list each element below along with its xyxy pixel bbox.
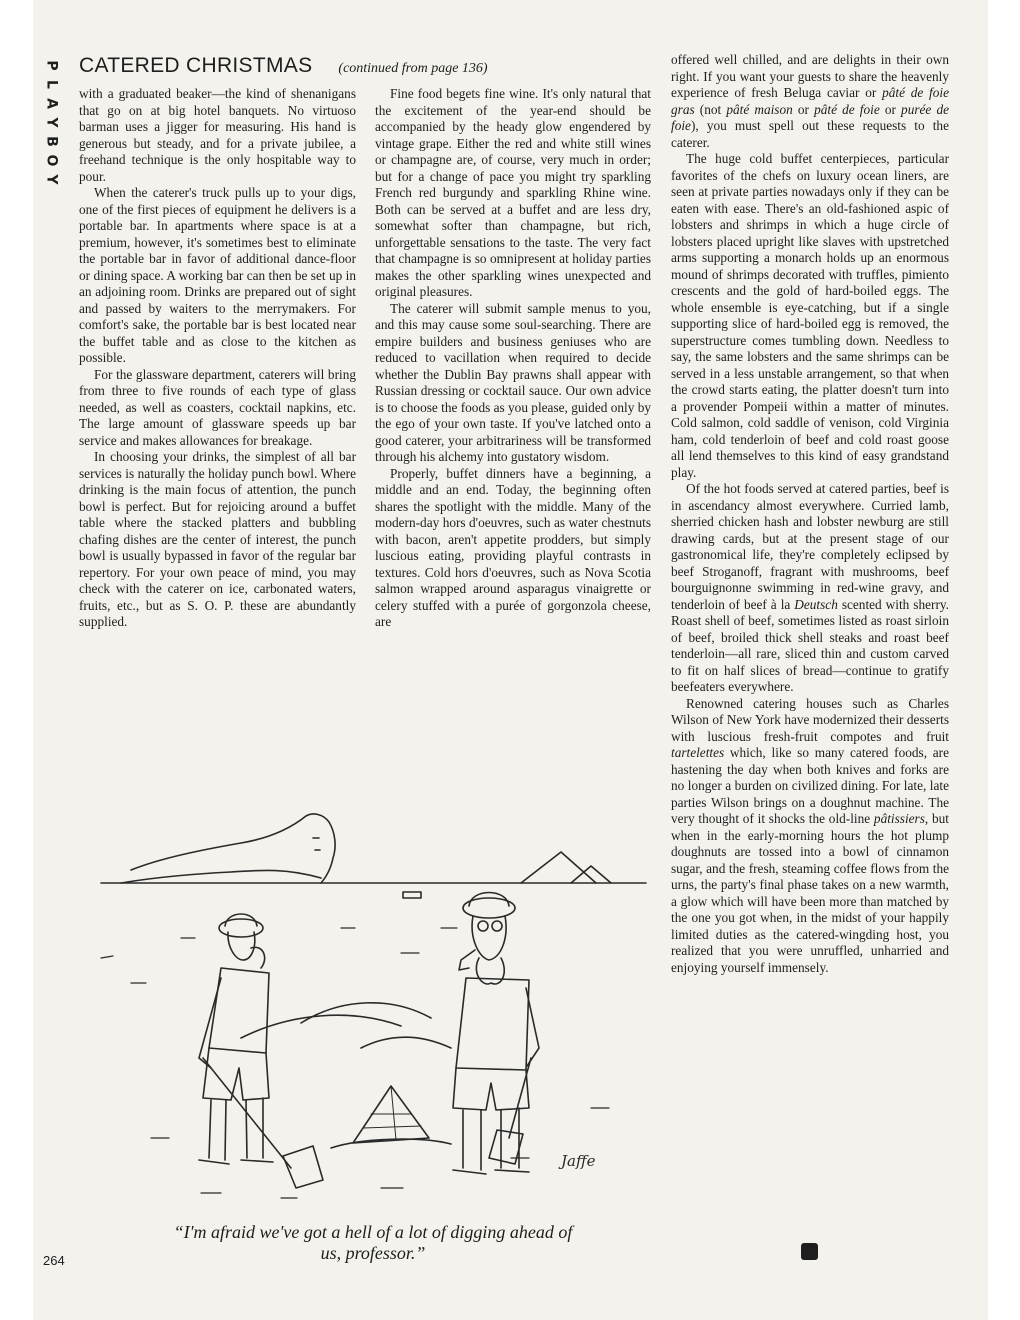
mag-letter: Y xyxy=(43,117,60,128)
magazine-name-vertical xyxy=(41,56,61,189)
paragraph: The huge cold buffet centerpieces, particular favorites of the chefs on luxury ocean liners, are seen at private parties nowadays only if they can be eaten with ease. There's an old-fashioned aspic of lobsters and shrimps in which a huge circle of lobsters placed upright like slaves with upstretched arms supporting a monarch holds up an enormous mound of shrimps decorated with truffles, pimiento crescents and the gold of hard-boiled eggs. The whole ensemble is eye-catching, but if a single supporting slice of hard-boiled egg is removed, the superstructure comes tumbling down. Needless to say, the same lobsters and the same shrimps can be served in a less unstable arrangement, so that when the crowd starts eating, the platter doesn't turn into a provender Pompeii within a matter of minutes. Cold salmon, cold saddle of venison, cold Virginia ham, cold tenderloin of beef and cold roast goose all lend themselves to this kind of easy grandstand play. xyxy=(671,151,949,480)
text-run: scented with sherry. Roast shell of beef, sometimes listed as roast sirloin of beef, broiled thick shell steaks and roast beef tenderloin—all rare, sliced thin and custom carved to fit on half slices of bread—continue to gratify beefeaters everywhere. xyxy=(671,596,949,694)
italic-term: pâté de foie xyxy=(814,101,880,117)
left-explorer-boots xyxy=(199,1160,273,1164)
mag-letter: L xyxy=(43,80,60,89)
magazine-page xyxy=(33,0,988,1320)
paragraph xyxy=(671,696,949,977)
paragraph: In choosing your drinks, the simplest of all bar services is naturally the holiday punch bowl. Where drinking is the main focus of attention, the punch bowl is perfect. But for rejoicing around a buffet table where the stacked platters and bubbling chafing dishes are the center of interest, the punch bowl is usually bypassed in favor of the regular bar repertory. For your own peace of mind, you may check with the caterer on ice, carbonated waters, fruits, etc., but as S. O. P. these are abundantly supplied. xyxy=(79,449,356,629)
italic-term: purée de foie xyxy=(671,101,949,133)
mag-letter: B xyxy=(43,136,60,147)
text-run: which, like so many catered foods, are hastening the day when both knives and forks are no longer a burden on civilized dining. For late, late parties Wilson brings on a doughnut machine. The very thought of it shocks the old-line xyxy=(671,745,949,826)
sphinx-face xyxy=(313,838,320,850)
mag-letter: A xyxy=(43,98,60,109)
paragraph xyxy=(671,481,949,696)
text-run: offered well chilled, and are delights in their own right. If you want your guests to share the heavenly experience of fresh Beluga caviar or xyxy=(671,52,949,100)
text-column-2 xyxy=(375,86,651,631)
right-explorer-legs xyxy=(463,1108,519,1170)
paragraph: with a graduated beaker—the kind of shenanigans that go on at big hotel banquets. No virtuoso barman uses a jigger for measuring. His hand is generous but steady, and for a private jubilee, a freehand technique is the only hospitable way to pour. xyxy=(79,86,356,184)
paragraph: Fine food begets fine wine. It's only natural that the excitement of the year-end should be accompanied by the heady glow engendered by vintage grape. Either the red and white still wines or champagne are, of course, very much in order; but for a change of pace you might try sparkling French red burgundy and sparkling Rhine wine. Both can be served at a buffet and are less dry, somewhat softer than champagne, but rich, unforgettable sensations to the taste. The very fact that champagne is so omnipresent at holiday parties makes the other sparkling wines unexpected and original pleasures. xyxy=(375,86,651,299)
text-run: Of the hot foods served at catered parties, beef is in ascendancy almost everywhere. Curried lamb, sherried chicken hash and lobster newburg are still drawing cards, but at the present stage of our gastronomical life, they're completely eclipsed by beef Stroganoff, fragrant with mushrooms, beef bourguignonne swimming in red-wine gravy, and tenderloin of beef à la xyxy=(671,481,949,612)
mag-letter: Y xyxy=(43,174,60,185)
sphinx-base xyxy=(121,870,321,883)
right-explorer-shirt xyxy=(456,978,529,1070)
italic-term: pâtissiers xyxy=(873,811,925,826)
dune-left xyxy=(241,1015,401,1038)
cartoon-signature: Jaffe xyxy=(561,1152,596,1170)
text-run: (not xyxy=(694,101,727,117)
text-run: Renowned catering houses such as Charles Wilson of New York have modernized their desserts with luscious fresh-fruit compotes and fruit xyxy=(671,695,949,744)
text-column-3 xyxy=(671,52,949,976)
cartoon-illustration xyxy=(91,808,651,1208)
right-shovel-blade xyxy=(489,1130,523,1164)
paragraph: Properly, buffet dinners have a beginning, a middle and an end. Today, the beginning often shares the spotlight with the middle. Many of the modern-day hors d'oeuvres, such as water chestnuts with bacon, aren't appetite prodders, but simply luscious eating, providing playful contrasts in textures. Cold hors d'oeuvres, such as Nova Scotia salmon wrapped around asparagus vinaigrette or celery stuffed with a purée of gorgonzola cheese, are xyxy=(375,465,651,629)
text-run: or xyxy=(792,101,815,117)
article-title: CATERED CHRISTMAS xyxy=(79,54,313,77)
italic-term: tartelettes xyxy=(671,745,725,760)
page-number: 264 xyxy=(43,1253,65,1268)
distant-bus xyxy=(403,892,421,898)
paragraph: The caterer will submit sample menus to you, and this may cause some soul-searching. There are empire builders and business geniuses who are reduced to vacillation when required to decide whether the Dublin Bay prawns shall appear with Russian dressing or cocktail sauce. Our own advice is to choose the foods as you please, guided only by the ego of your own taste. If you've latched onto a good caterer, your arbitrariness will be transformed through his alchemy into gustatory wisdom. xyxy=(375,300,651,464)
distant-pyramid-large xyxy=(521,852,596,883)
left-explorer-shirt xyxy=(209,968,269,1053)
italic-term: pâté de foie gras xyxy=(671,85,949,117)
mag-letter: O xyxy=(43,154,60,167)
right-explorer-shorts xyxy=(453,1068,529,1110)
sand-dashes xyxy=(101,928,609,1198)
right-explorer-glasses-right xyxy=(492,921,502,931)
pyramid-brick-lines xyxy=(363,1086,421,1140)
italic-term: Deutsch xyxy=(794,596,838,612)
continued-note: (continued from page 136) xyxy=(338,61,488,76)
paragraph: When the caterer's truck pulls up to your digs, one of the first pieces of equipment he delivers is a portable bar. In apartments where space is at a premium, however, it's sometimes best to eliminate the portable bar in favor of additional dance-floor or dining space. A working bar can then be set up in an adjoining room. Drinks are prepared out of sight and passed by waiters to the merrymakers. For comfort's sake, the portable bar is best located near the buffet table and as close to the kitchen as possible. xyxy=(79,185,356,365)
paragraph xyxy=(671,52,949,151)
pipe-icon xyxy=(459,950,475,970)
text-run: or xyxy=(879,101,902,117)
paragraph: For the glassware department, caterers will bring from three to five rounds of each type of glass needed, as well as coasters, cocktail napkins, etc. The large amount of glassware speeds up bar service and makes allowances for breakage. xyxy=(79,366,356,448)
right-explorer-beard xyxy=(476,958,504,984)
cartoon-caption: “I'm afraid we've got a hell of a lot of digging ahead of us, professor.” xyxy=(173,1222,573,1263)
text-run: , but when in the early-morning hours the hot plump doughnuts are tossed into a bowl of cinnamon sugar, and the fresh, steaming coffee flows from the urns, the party's final phase takes on a new warmth, a glow which will have been more than matched by the one you got when, in the midst of your happily limited duties as the catered-wingding host, you realized that you were unruffled, unharried and enjoying yourself immensely. xyxy=(671,811,949,975)
left-explorer-shorts xyxy=(203,1048,269,1100)
right-explorer-glasses-left xyxy=(478,921,488,931)
italic-term: pâté maison xyxy=(726,101,793,117)
article-header xyxy=(79,54,679,84)
distant-pyramid-small xyxy=(571,866,611,883)
dune-small xyxy=(361,1037,451,1048)
right-explorer-boots xyxy=(453,1170,529,1174)
left-shovel-blade xyxy=(283,1146,323,1188)
left-explorer-legs xyxy=(209,1098,263,1160)
bunny-icon xyxy=(801,1243,818,1260)
dune-mid xyxy=(301,1003,431,1023)
mag-letter: P xyxy=(43,60,60,71)
text-run: ), you must spell out these requests to the caterer. xyxy=(671,118,949,150)
text-column-1 xyxy=(79,86,356,631)
left-explorer-arm xyxy=(199,978,221,1068)
